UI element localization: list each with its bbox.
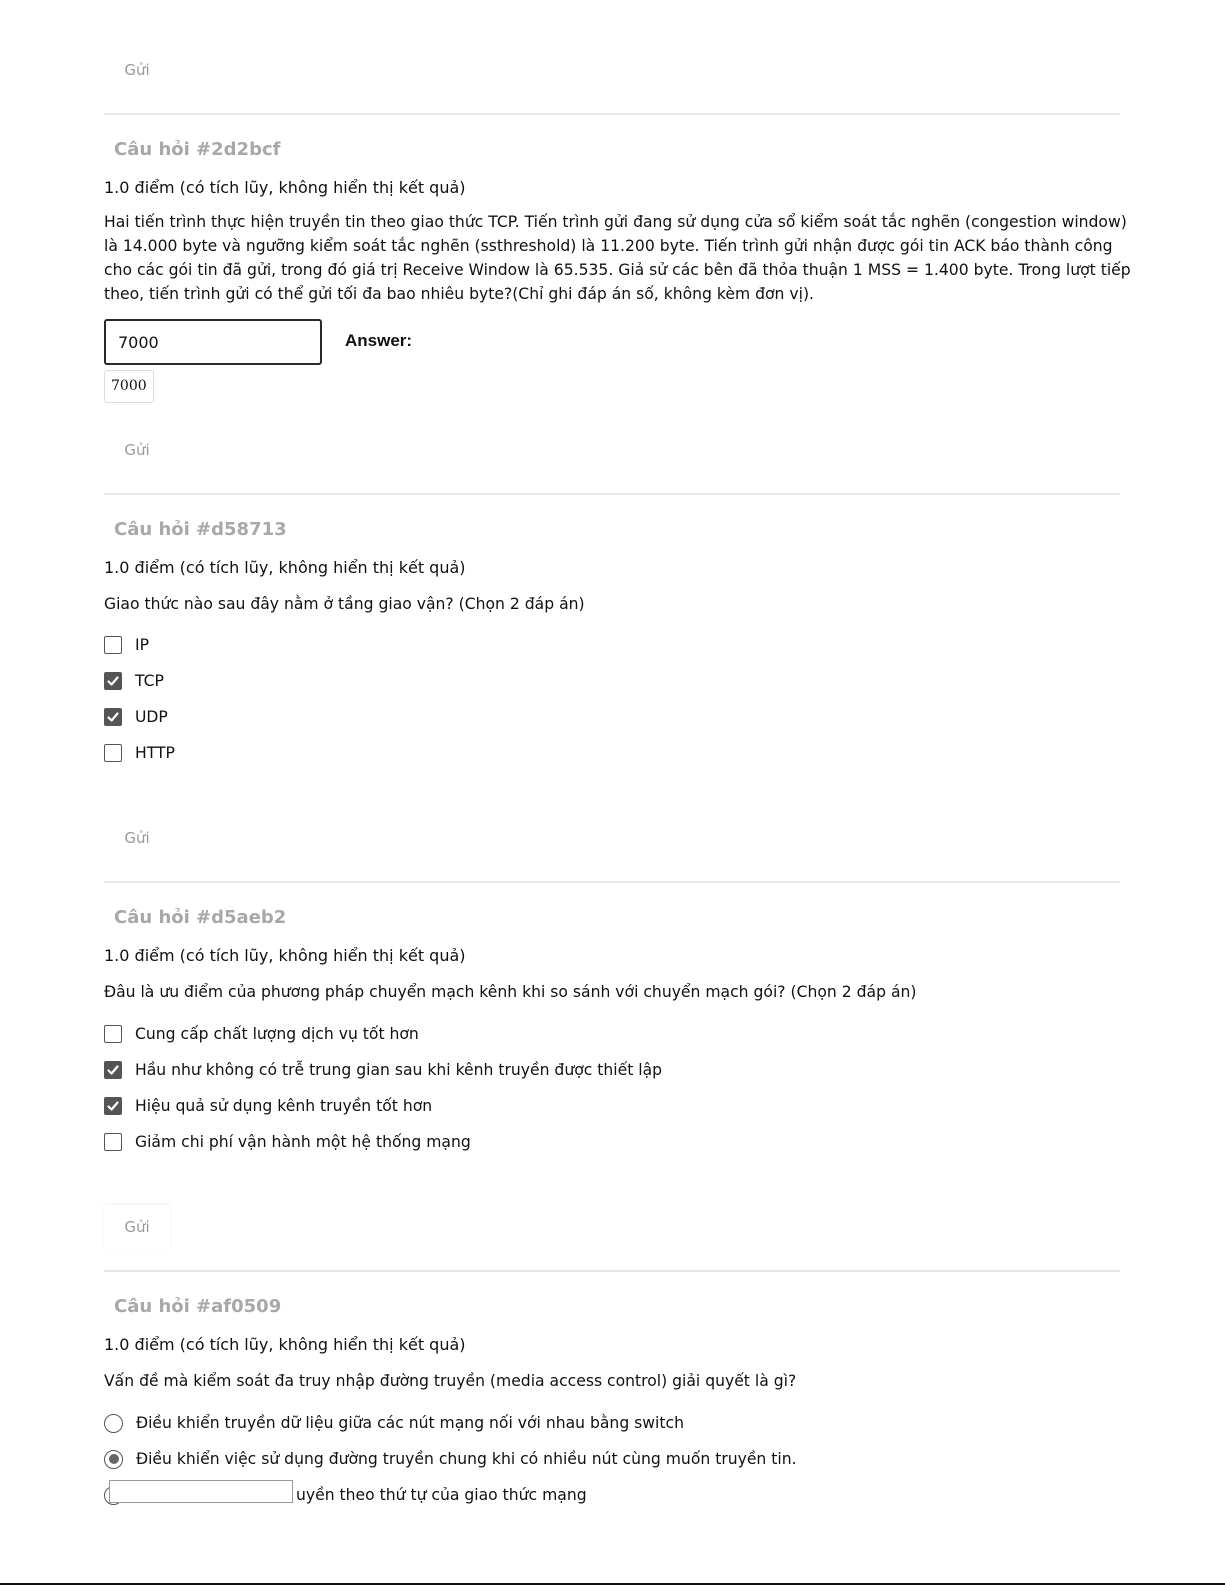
question-points: 1.0 điểm (có tích lũy, không hiển thị kết quả) [104, 1335, 466, 1354]
checkmark-icon [106, 710, 120, 724]
option-label: Điều khiển truyền dữ liệu giữa các nút mạng nối với nhau bằng switch [136, 1414, 684, 1432]
option-tcp[interactable] [104, 669, 164, 693]
option-label: uyền theo thứ tự của giao thức mạng [296, 1486, 587, 1504]
checkbox-ip[interactable] [104, 636, 122, 654]
checkmark-icon [106, 1063, 120, 1077]
submit-button-2d2bcf[interactable]: Gửi [104, 428, 170, 472]
answer-input[interactable] [104, 319, 322, 365]
option-label: Cung cấp chất lượng dịch vụ tốt hơn [135, 1025, 419, 1043]
question-divider [104, 493, 1120, 495]
question-title-af0509: Câu hỏi #af0509 [114, 1296, 282, 1317]
option-label: IP [135, 636, 150, 654]
checkbox-no-delay[interactable] [104, 1061, 122, 1079]
option-switch-control[interactable] [104, 1411, 684, 1435]
question-points: 1.0 điểm (có tích lũy, không hiển thị kết quả) [104, 178, 466, 197]
prompt-line: theo, tiến trình gửi có thể gửi tối đa bao nhiêu byte?(Chỉ ghi đáp án số, không kèm đơn vị). [104, 285, 815, 303]
checkbox-tcp[interactable] [104, 672, 122, 690]
checkbox-efficiency[interactable] [104, 1097, 122, 1115]
option-label: Hiệu quả sử dụng kênh truyền tốt hơn [135, 1097, 433, 1115]
question-prompt-af0509: Vấn đề mà kiểm soát đa truy nhập đường truyền (media access control) giải quyết là gì? [104, 1372, 797, 1390]
question-title-d5aeb2: Câu hỏi #d5aeb2 [114, 907, 287, 928]
option-efficiency[interactable] [104, 1094, 432, 1118]
answer-label: Answer: [345, 331, 413, 350]
question-title-d58713: Câu hỏi #d58713 [114, 519, 287, 540]
checkbox-udp[interactable] [104, 708, 122, 726]
question-divider [104, 1270, 1120, 1272]
answer-preview: 7000 [104, 370, 154, 403]
submit-button-d5aeb2[interactable]: Gửi [104, 1205, 170, 1249]
option-shared-medium[interactable] [104, 1447, 797, 1471]
radio-switch-control[interactable] [104, 1414, 123, 1433]
question-points: 1.0 điểm (có tích lũy, không hiển thị kết quả) [104, 558, 466, 577]
overlay-box [109, 1480, 293, 1503]
radio-dot-icon [109, 1454, 119, 1464]
checkbox-cost[interactable] [104, 1133, 122, 1151]
question-divider [104, 113, 1120, 115]
radio-shared-medium[interactable] [104, 1450, 123, 1469]
option-label: TCP [135, 672, 164, 690]
checkbox-qos[interactable] [104, 1025, 122, 1043]
option-label: HTTP [135, 744, 175, 762]
option-udp[interactable] [104, 705, 168, 729]
option-http[interactable] [104, 741, 175, 765]
option-ip[interactable] [104, 633, 149, 657]
option-qos[interactable] [104, 1022, 419, 1046]
submit-button-prev[interactable]: Gửi [104, 48, 170, 92]
option-label: Hầu như không có trễ trung gian sau khi kênh truyền được thiết lập [135, 1061, 663, 1079]
question-prompt-2d2bcf [104, 210, 1131, 306]
prompt-line: cho các gói tin đã gửi, trong đó giá trị Receive Window là 65.535. Giả sử các bên đã thỏa thuận 1 MSS = 1.400 byte. Trong lượt tiếp [104, 261, 1131, 279]
submit-button-d58713[interactable]: Gửi [104, 816, 170, 860]
question-prompt-d5aeb2: Đâu là ưu điểm của phương pháp chuyển mạch kênh khi so sánh với chuyển mạch gói? (Chọn 2 đáp án) [104, 983, 917, 1001]
option-label: UDP [135, 708, 168, 726]
question-points: 1.0 điểm (có tích lũy, không hiển thị kết quả) [104, 946, 466, 965]
option-label: Giảm chi phí vận hành một hệ thống mạng [135, 1133, 471, 1151]
option-label: Điều khiển việc sử dụng đường truyền chung khi có nhiều nút cùng muốn truyền tin. [136, 1450, 797, 1468]
question-title-2d2bcf: Câu hỏi #2d2bcf [114, 139, 281, 160]
prompt-line: Hai tiến trình thực hiện truyền tin theo giao thức TCP. Tiến trình gửi đang sử dụng cửa sổ kiểm soát tắc nghẽn (congestion window) [104, 213, 1127, 231]
option-no-delay[interactable] [104, 1058, 662, 1082]
checkmark-icon [106, 674, 120, 688]
checkmark-icon [106, 1099, 120, 1113]
prompt-line: là 14.000 byte và ngưỡng kiểm soát tắc nghẽn (ssthreshold) là 11.200 byte. Tiến trình gửi nhận được gói tin ACK báo thành công [104, 237, 1113, 255]
checkbox-http[interactable] [104, 744, 122, 762]
option-cost[interactable] [104, 1130, 471, 1154]
question-prompt-d58713: Giao thức nào sau đây nằm ở tầng giao vận? (Chọn 2 đáp án) [104, 595, 585, 613]
question-divider [104, 881, 1120, 883]
